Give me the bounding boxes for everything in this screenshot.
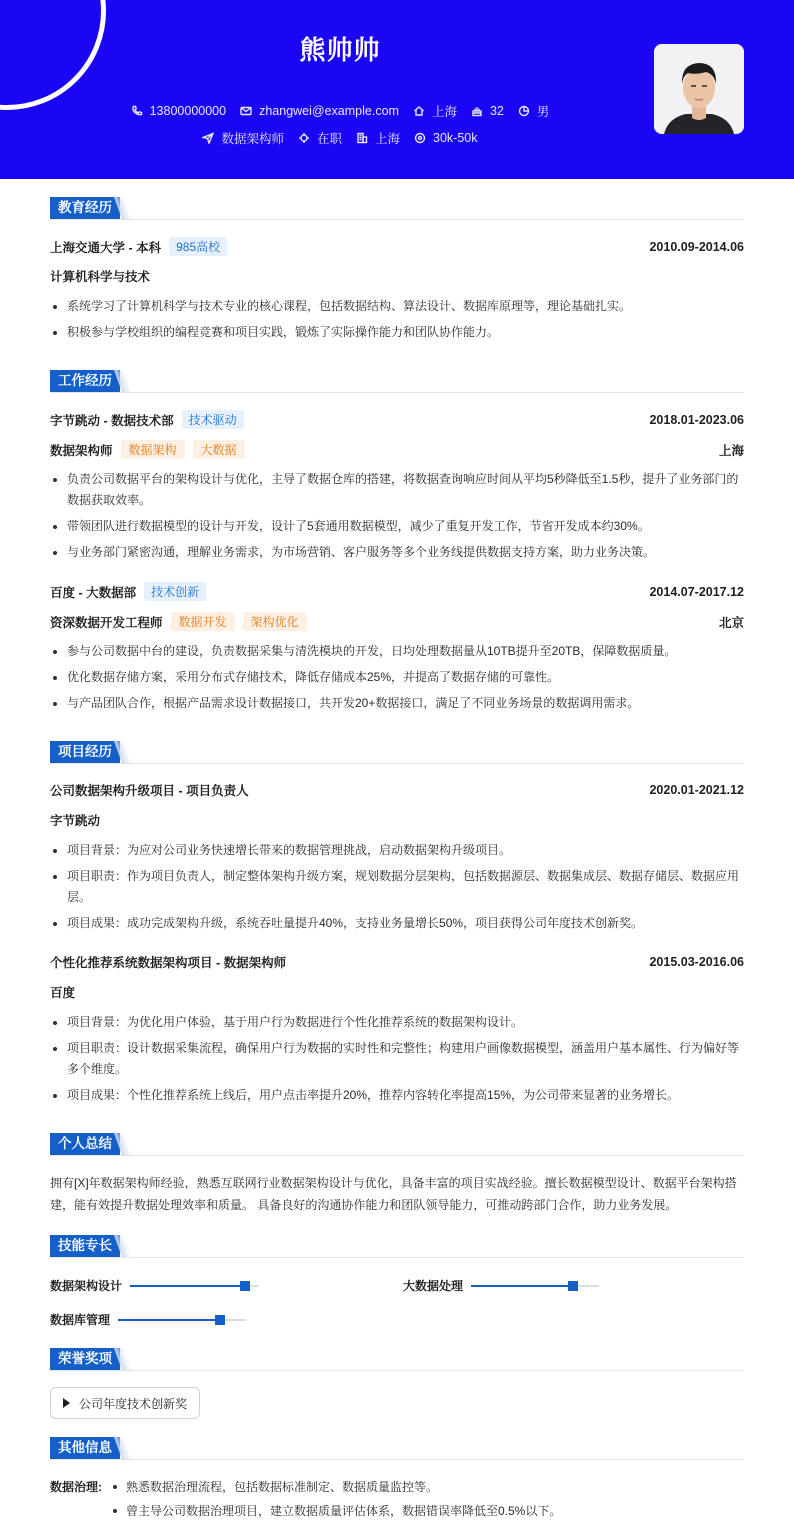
- list-item: 项目职责：作为项目负责人，制定整体架构升级方案，规划数据分层架构，包括数据源层、数据集成层、数据存储层、数据应用层。: [50, 866, 744, 908]
- list-item: 与业务部门紧密沟通，理解业务需求，为市场营销、客户服务等多个业务线提供数据支持方案，助力业务决策。: [50, 542, 744, 563]
- contact-row: [0, 102, 680, 120]
- project-period: 2015.03-2016.06: [649, 955, 744, 969]
- resume-header: [0, 0, 794, 179]
- work-bullets: [50, 641, 744, 719]
- role-tag: 大数据: [193, 440, 245, 459]
- status-icon: [298, 132, 310, 144]
- list-item: 带领团队进行数据模型的设计与开发，设计了5套通用数据模型，减少了重复开发工作，节省开发成本约30%。: [50, 516, 744, 537]
- section-title-other: [50, 1437, 128, 1459]
- salary-item: [414, 131, 477, 145]
- role-tag: 数据开发: [171, 612, 235, 631]
- skill-name: 数据架构设计: [50, 1279, 123, 1293]
- other-list: [106, 1475, 561, 1523]
- project-bullets: [50, 1012, 744, 1111]
- school-tag: 985高校: [169, 237, 227, 256]
- cake-icon: [471, 105, 483, 117]
- project-header-row: [50, 953, 744, 971]
- project-bullets: [50, 840, 744, 939]
- salary-text: 30k-50k: [433, 131, 478, 145]
- gender-text: 男: [536, 105, 550, 119]
- phone-item: [131, 104, 226, 118]
- work-role-row: [50, 612, 744, 631]
- list-item: 项目背景：为应对公司业务快速增长带来的数据管理挑战，启动数据架构升级项目。: [50, 840, 744, 861]
- role-name: 数据架构师: [50, 443, 113, 458]
- section-label: 其他信息: [50, 1437, 120, 1459]
- section-title-projects: [50, 741, 128, 763]
- skill-fill: [130, 1285, 245, 1287]
- list-item: 积极参与学校组织的编程竞赛和项目实践，锻炼了实际操作能力和团队协作能力。: [50, 322, 744, 343]
- list-item: 负责公司数据平台的架构设计与优化，主导了数据仓库的搭建，将数据查询响应时间从平均5秒降低至1.5秒，提升了业务部门的数据获取效率。: [50, 469, 744, 511]
- work-header-row: [50, 582, 744, 601]
- phone-text: 13800000000: [149, 104, 227, 118]
- award-toggle[interactable]: [50, 1387, 200, 1419]
- company-tag: 技术驱动: [182, 410, 244, 429]
- skill-name: 大数据处理: [403, 1279, 464, 1293]
- divider: [50, 1155, 744, 1156]
- company-tag: 技术创新: [144, 582, 206, 601]
- list-item: 与产品团队合作，根据产品需求设计数据接口，共开发20+数据接口，满足了不同业务场景的数据调用需求。: [50, 693, 744, 714]
- skill-knob: [240, 1281, 250, 1291]
- skill-item: [50, 1311, 246, 1328]
- project-header-row: [50, 781, 744, 799]
- coin-icon: [414, 132, 426, 144]
- section-title-awards: [50, 1348, 128, 1370]
- role-tag: 数据架构: [121, 440, 185, 459]
- building-icon: [356, 132, 368, 144]
- job-intent-row: [0, 129, 680, 147]
- major-row: [50, 267, 744, 285]
- major-name: 计算机科学与技术: [50, 270, 151, 284]
- section-label: 教育经历: [50, 197, 120, 219]
- project-title: 公司数据架构升级项目 - 项目负责人: [50, 784, 249, 798]
- skill-knob: [568, 1281, 578, 1291]
- position-item: [202, 129, 284, 147]
- other-info: [50, 1475, 561, 1523]
- list-item: 系统学习了计算机科学与技术专业的核心课程，包括数据结构、算法设计、数据库原理等，理论基础扎实。: [50, 296, 744, 317]
- section-title-summary: [50, 1133, 128, 1155]
- status-item: [298, 129, 342, 147]
- mail-icon: [240, 105, 252, 117]
- company-name: 字节跳动 - 数据技术部: [50, 413, 174, 428]
- list-item: 项目背景：为优化用户体验，基于用户行为数据进行个性化推荐系统的数据架构设计。: [50, 1012, 744, 1033]
- work-city-item: [356, 129, 400, 147]
- city-text: 上海: [431, 105, 457, 119]
- work-header-row: [50, 410, 744, 429]
- section-title-education: [50, 197, 128, 219]
- send-icon: [202, 132, 214, 144]
- status-text: 在职: [317, 132, 343, 146]
- city-item: [413, 102, 457, 120]
- email-item: [240, 104, 399, 118]
- skill-knob: [215, 1315, 225, 1325]
- summary-text: 拥有[X]年数据架构师经验，熟悉互联网行业数据架构设计与优化，具备丰富的项目实战经验。擅长数据模型设计、数据平台架构搭建，能有效提升数据处理效率和质量。 具备良好的沟通协作能力和团队领导能力，可推动跨部门合作，助力业务发展。: [50, 1176, 737, 1212]
- role-tag: 架构优化: [243, 612, 307, 631]
- skill-name: 数据库管理: [50, 1313, 111, 1327]
- caret-right-icon: [63, 1398, 70, 1408]
- section-label: 个人总结: [50, 1133, 120, 1155]
- work-city-text: 上海: [375, 132, 401, 146]
- section-label: 技能专长: [50, 1235, 120, 1257]
- education-period: 2010.09-2014.06: [649, 239, 744, 254]
- divider: [50, 763, 744, 764]
- gender-icon: [518, 105, 530, 117]
- divider: [50, 1257, 744, 1258]
- project-period: 2020.01-2021.12: [649, 783, 744, 797]
- skill-bar: [118, 1319, 246, 1321]
- gender-item: [518, 102, 550, 120]
- list-item: 曾主导公司数据治理项目，建立数据质量评估体系，数据错误率降低至0.5%以下。: [106, 1499, 561, 1523]
- avatar: [654, 44, 744, 134]
- project-org: 字节跳动: [50, 814, 101, 828]
- school-name: 上海交通大学 - 本科: [50, 240, 162, 255]
- section-title-work: [50, 370, 128, 392]
- skill-fill: [118, 1319, 220, 1321]
- project-title: 个性化推荐系统数据架构项目 - 数据架构师: [50, 956, 287, 970]
- phone-icon: [131, 105, 143, 117]
- project-org-row: [50, 811, 744, 829]
- project-org-row: [50, 983, 744, 1001]
- project-org: 百度: [50, 986, 76, 1000]
- work-bullets: [50, 469, 744, 568]
- role-name: 资深数据开发工程师: [50, 615, 163, 630]
- list-item: 项目成果：个性化推荐系统上线后，用户点击率提升20%，推荐内容转化率提高15%，为公司带来显著的业务增长。: [50, 1085, 744, 1106]
- skill-item: [50, 1277, 258, 1294]
- work-period: 2018.01-2023.06: [649, 412, 744, 427]
- portrait-image: [654, 44, 744, 134]
- divider: [50, 392, 744, 393]
- home-icon: [413, 105, 425, 117]
- work-location: 上海: [718, 443, 744, 458]
- section-label: 工作经历: [50, 370, 120, 392]
- work-location: 北京: [718, 615, 744, 630]
- list-item: 项目职责：设计数据采集流程，确保用户行为数据的实时性和完整性；构建用户画像数据模型，涵盖用户基本属性、行为偏好等多个维度。: [50, 1038, 744, 1080]
- work-period: 2014.07-2017.12: [649, 584, 744, 599]
- list-item: 熟悉数据治理流程，包括数据标准制定、数据质量监控等。: [106, 1475, 561, 1499]
- company-name: 百度 - 大数据部: [50, 585, 137, 600]
- candidate-name: 熊帅帅: [299, 35, 381, 65]
- section-label: 荣誉奖项: [50, 1348, 120, 1370]
- skill-fill: [471, 1285, 573, 1287]
- award-label: 公司年度技术创新奖: [79, 1396, 188, 1411]
- position-text: 数据架构师: [221, 132, 284, 146]
- age-text: 32: [489, 104, 504, 118]
- email-text: zhangwei@example.com: [259, 104, 399, 118]
- section-label: 项目经历: [50, 741, 120, 763]
- list-item: 项目成果：成功完成架构升级，系统吞吐量提升40%，支持业务量增长50%，项目获得公司年度技术创新奖。: [50, 913, 744, 934]
- divider: [50, 1459, 744, 1460]
- other-key: 数据治理:: [50, 1480, 102, 1494]
- skill-item: [403, 1277, 599, 1294]
- skill-bar: [130, 1285, 258, 1287]
- divider: [50, 1370, 744, 1371]
- education-bullets: [50, 296, 744, 348]
- section-title-skills: [50, 1235, 128, 1257]
- work-role-row: [50, 440, 744, 459]
- education-header-row: [50, 237, 744, 256]
- list-item: 参与公司数据中台的建设，负责数据采集与清洗模块的开发，日均处理数据量从10TB提升至20TB，保障数据质量。: [50, 641, 744, 662]
- skill-bar: [471, 1285, 599, 1287]
- divider: [50, 219, 744, 220]
- age-item: [471, 104, 504, 118]
- list-item: 优化数据存储方案，采用分布式存储技术，降低存储成本25%，并提高了数据存储的可靠性。: [50, 667, 744, 688]
